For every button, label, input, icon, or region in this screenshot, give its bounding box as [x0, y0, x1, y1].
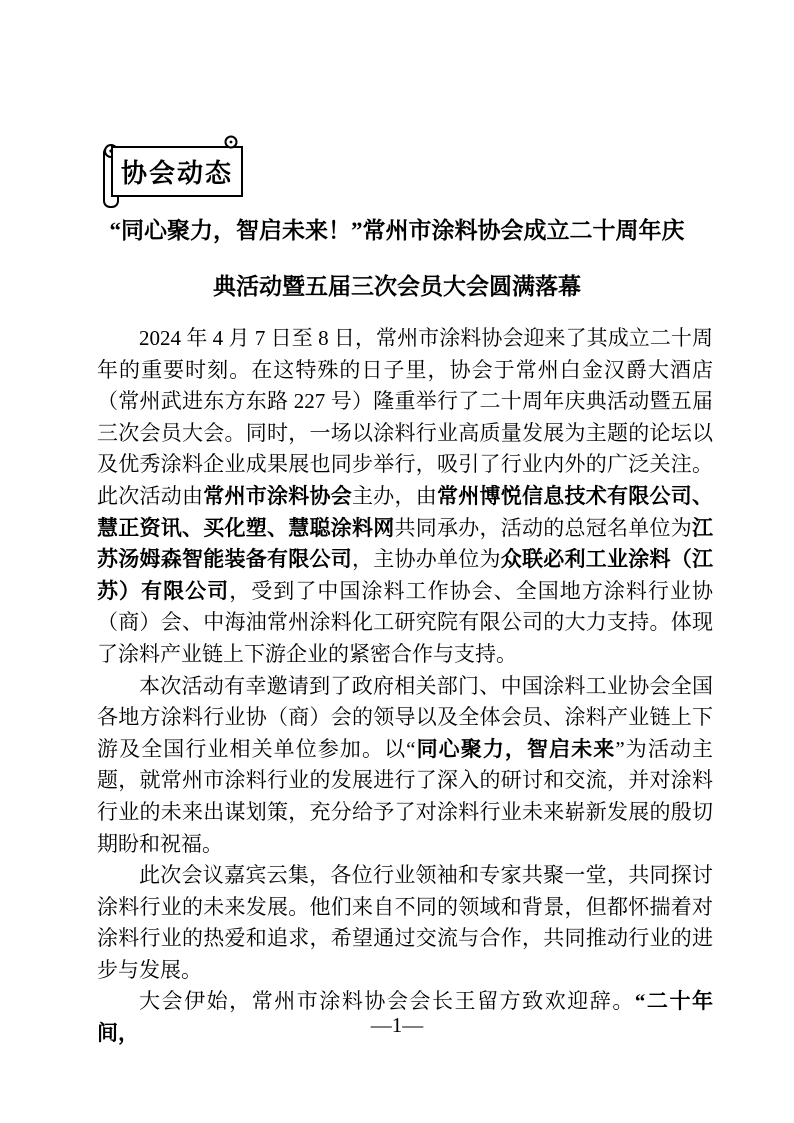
article-title-line-2: 典活动暨五届三次会员大会圆满落幕	[213, 274, 581, 299]
text-segment: 本次活动有幸邀请到了政府相关部门、中国涂料工业协会全国各地方涂料行业协（商）会的领导以及全体会员、涂料产业链上下游及全国行业相关单位参加。以“	[97, 673, 713, 761]
text-segment: ，受到了中国涂料工作协会、全国地方涂料行业协（商）会、中海油常州涂料化工研究院有限公司的大力支持。体现了涂料产业链上下游企业的紧密合作与支持。	[97, 578, 714, 666]
text-segment: ，主协办单位为	[352, 547, 501, 572]
bold-text-segment: 常州市涂料协会	[203, 483, 352, 508]
paragraph	[97, 323, 713, 671]
news-section-banner	[101, 134, 246, 214]
article-body	[97, 323, 713, 1050]
article-title-line-1: “同心聚力，智启未来！”常州市涂料协会成立二十周年庆	[109, 218, 685, 243]
banner-label: 协会动态	[120, 159, 233, 188]
article-title	[42, 203, 752, 315]
text-segment: 共同承办，活动的总冠名单位为	[394, 515, 692, 540]
bold-text-segment: 江苏汤姆森智能装备有限公司	[97, 515, 713, 572]
bold-text-segment: 众联必利工业涂料（江苏）有限公司	[97, 547, 713, 603]
text-segment: 2024 年 4 月 7 日至 8 日，常州市涂料协会迎来了其成立二十周年的重要时刻。在这特殊的日子里，协会于常州白金汉爵大酒店（常州武进东方东路 227 号）隆重举行了二十周年庆典活动暨五届三次会员大会。同时，一场以涂料行业高质量发展为主题的论坛以及优秀涂料企业成果展也同步举行，吸引了行业内外的广泛关注。此次活动由	[97, 326, 713, 508]
text-segment: ”为活动主题，就常州市涂料行业的发展进行了深入的研讨和交流，并对涂料行业的未来出谋划策，充分给予了对涂料行业未来崭新发展的殷切期盼和祝福。	[97, 736, 713, 856]
text-segment: 主办，由	[352, 483, 437, 508]
text-segment: 此次会议嘉宾云集，各位行业领袖和专家共聚一堂，共同探讨涂料行业的未来发展。他们来自不同的领域和背景，但都怀揣着对涂料行业的热爱和追求，希望通过交流与合作，共同推动行业的进步与发展。	[97, 863, 713, 982]
bold-text-segment: “二十年间，	[97, 989, 714, 1046]
bold-text-segment: 常州博悦信息技术有限公司、慧正资讯、买化塑、慧聪涂料网	[97, 483, 713, 540]
text-segment: 大会伊始，常州市涂料协会会长王留方致欢迎辞。	[139, 989, 635, 1014]
bold-text-segment: 同心聚力，智启未来	[415, 736, 616, 761]
page-number: —1—	[370, 1013, 424, 1037]
paragraph	[97, 671, 713, 861]
paragraph	[97, 860, 713, 986]
